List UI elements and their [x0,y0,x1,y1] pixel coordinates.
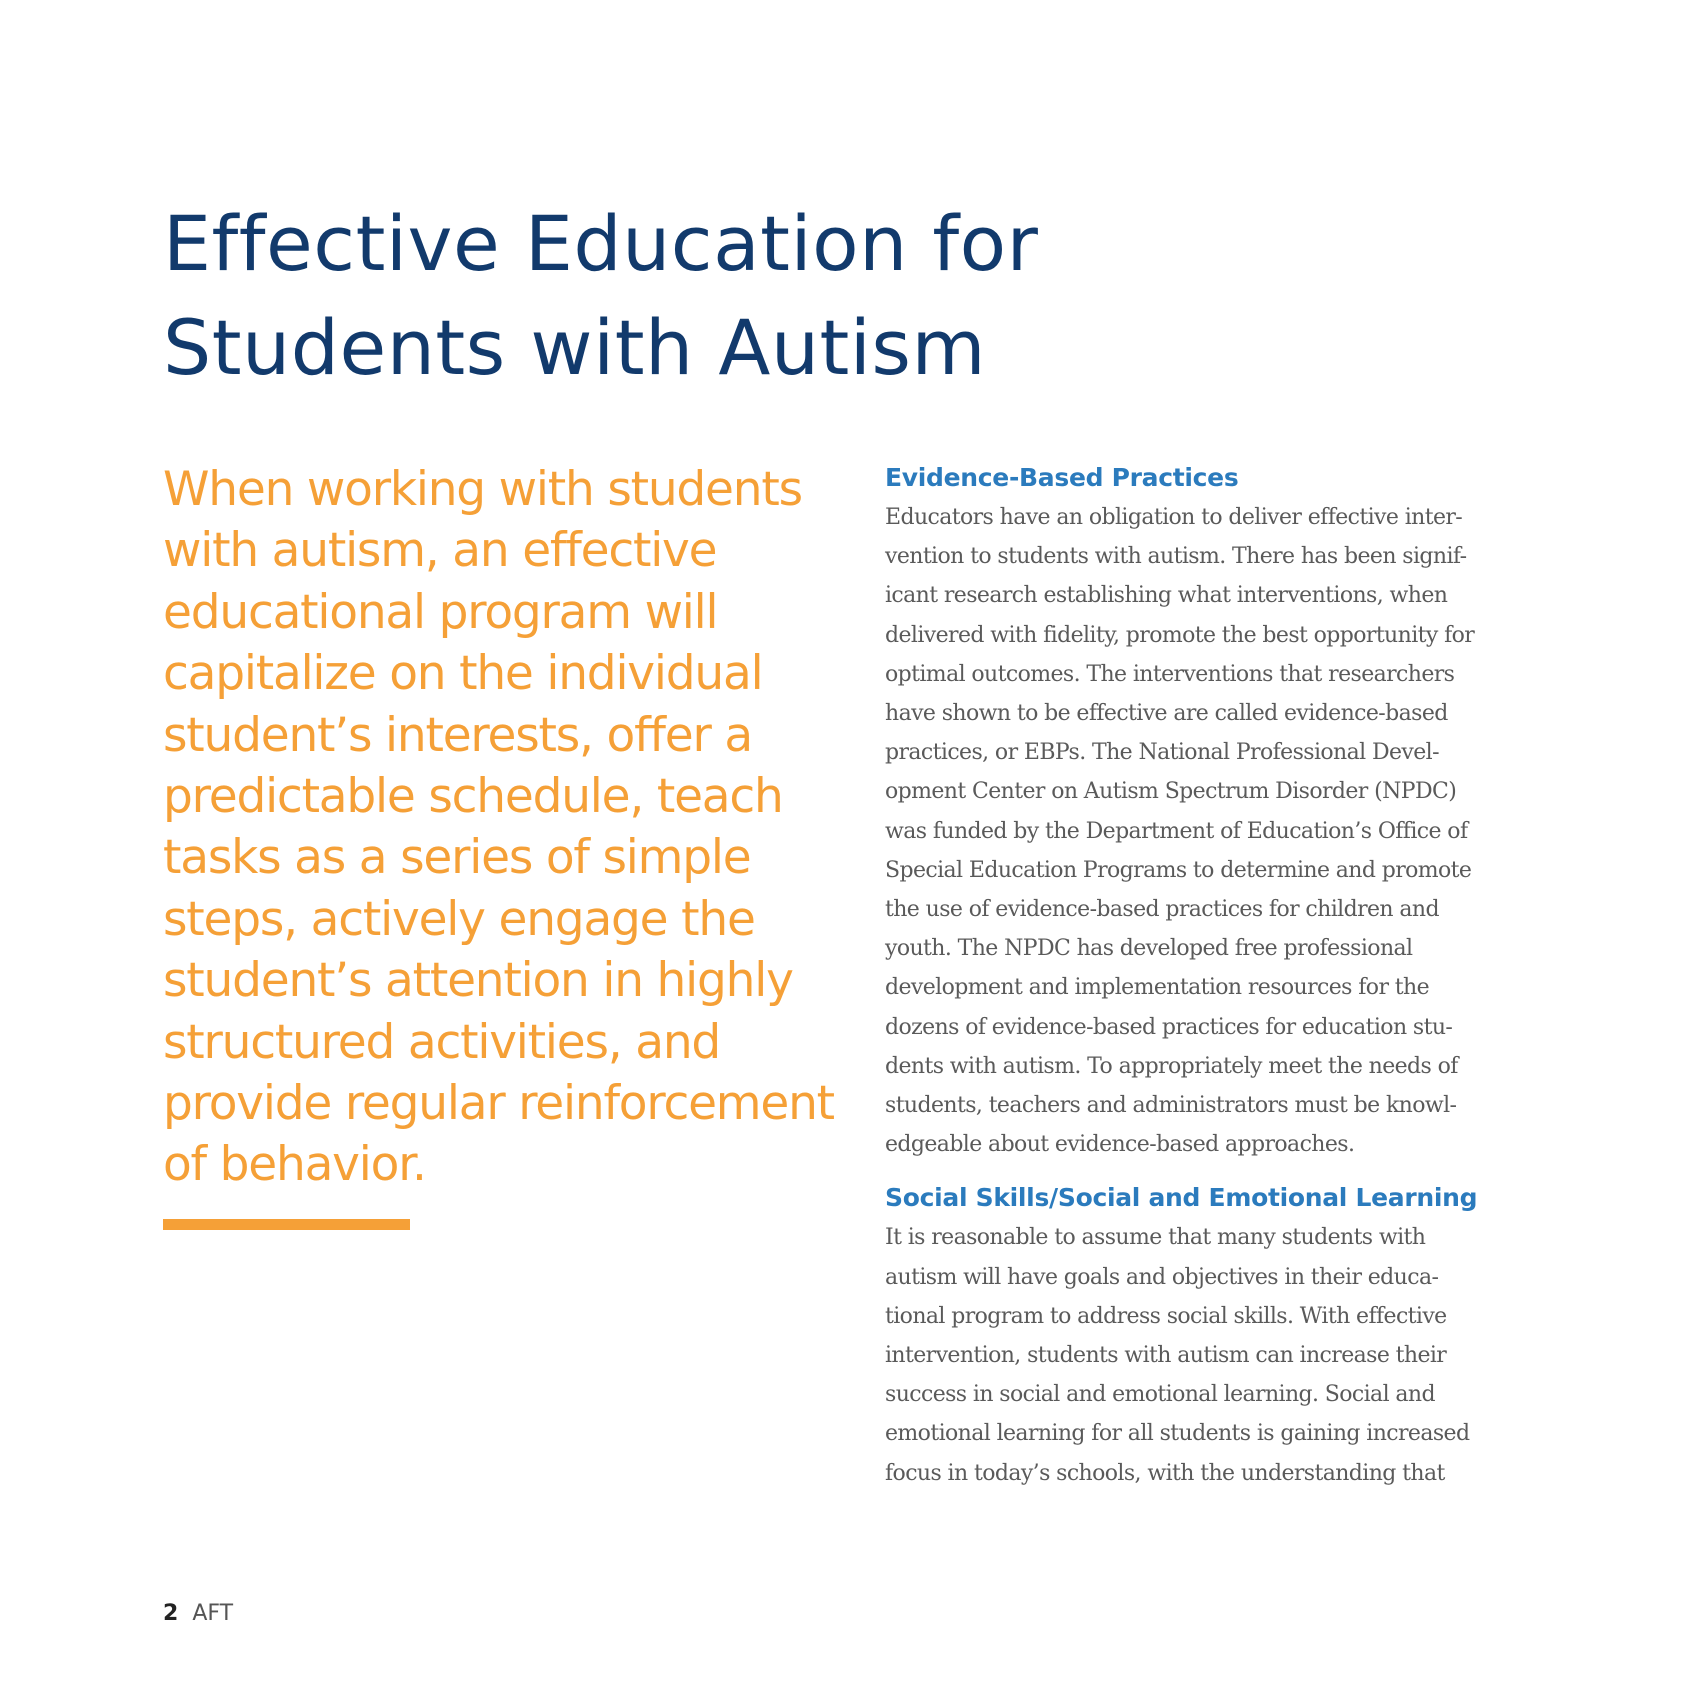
pull-quote-line: of behavior. [163,1137,426,1193]
body-line: Special Education Programs to determine and promote [885,857,1472,883]
page-number: 2 [163,1601,179,1626]
section-heading: Evidence-Based Practices [885,463,1239,492]
body-line: practices, or EBPs. The National Professional Devel- [885,740,1439,766]
page-footer [163,1600,233,1628]
body-line: dents with autism. To appropriately meet the needs of [885,1053,1458,1079]
body-line: Educators have an obligation to deliver effective inter- [885,505,1463,530]
body-line: emotional learning for all students is gaining increased [885,1421,1470,1447]
body-line: success in social and emotional learning. Social and [885,1382,1435,1408]
body-line: opment Center on Autism Spectrum Disorder (NPDC) [885,779,1457,805]
body-line: was funded by the Department of Education’s Office of [885,818,1468,844]
section-heading: Social Skills/Social and Emotional Learning [885,1183,1478,1213]
pull-quote-line: educational program will [163,584,718,640]
pull-quote-line: predictable schedule, teach [163,769,783,825]
body-line: have shown to be effective are called evidence-based [885,701,1448,727]
body-line: optimal outcomes. The interventions that researchers [885,661,1455,687]
pull-quote-line: provide regular reinforcement [163,1076,834,1132]
pull-quote-line: steps, actively engage the [163,891,755,947]
section-evidence-based-practices [885,458,1665,1164]
section-body [885,1218,1665,1492]
section-body [885,498,1665,1164]
page-title-line: Students with Autism [163,303,987,392]
pull-quote-line: student’s attention in highly [163,953,793,1009]
section-social-skills [885,1178,1665,1492]
body-line: development and implementation resources for the [885,975,1429,1001]
body-line: students, teachers and administrators must be knowl- [885,1093,1457,1119]
body-line: icant research establishing what interventions, when [885,583,1448,609]
pull-quote-line: with autism, an effective [163,523,717,579]
body-line: intervention, students with autism can increase their [885,1343,1447,1369]
body-line: focus in today’s schools, with the understanding that [885,1460,1445,1486]
body-line: edgeable about evidence-based approaches. [885,1132,1355,1158]
pull-quote [163,459,834,1196]
pull-quote-line: When working with students [163,462,802,517]
publisher-label: AFT [192,1601,234,1626]
page-title-line: Effective Education for [163,199,1039,288]
pull-quote-line: student’s interests, offer a [163,707,752,763]
pull-quote-line: tasks as a series of simple [163,830,751,886]
body-line: dozens of evidence-based practices for education stu- [885,1014,1453,1040]
body-line: It is reasonable to assume that many students with [885,1225,1426,1251]
page-title [163,192,1163,400]
body-line: tional program to address social skills. With effective [885,1303,1447,1329]
body-line: autism will have goals and objectives in their educa- [885,1264,1439,1290]
body-line: the use of evidence-based practices for children and [885,897,1439,923]
body-column [885,458,1665,1493]
pull-quote-line: capitalize on the individual [163,646,763,702]
accent-rule [163,1219,410,1230]
body-line: vention to students with autism. There has been signif- [885,544,1467,570]
body-line: youth. The NPDC has developed free professional [885,936,1413,962]
pull-quote-line: structured activities, and [163,1014,721,1070]
body-line: delivered with fidelity, promote the best opportunity for [885,622,1475,648]
